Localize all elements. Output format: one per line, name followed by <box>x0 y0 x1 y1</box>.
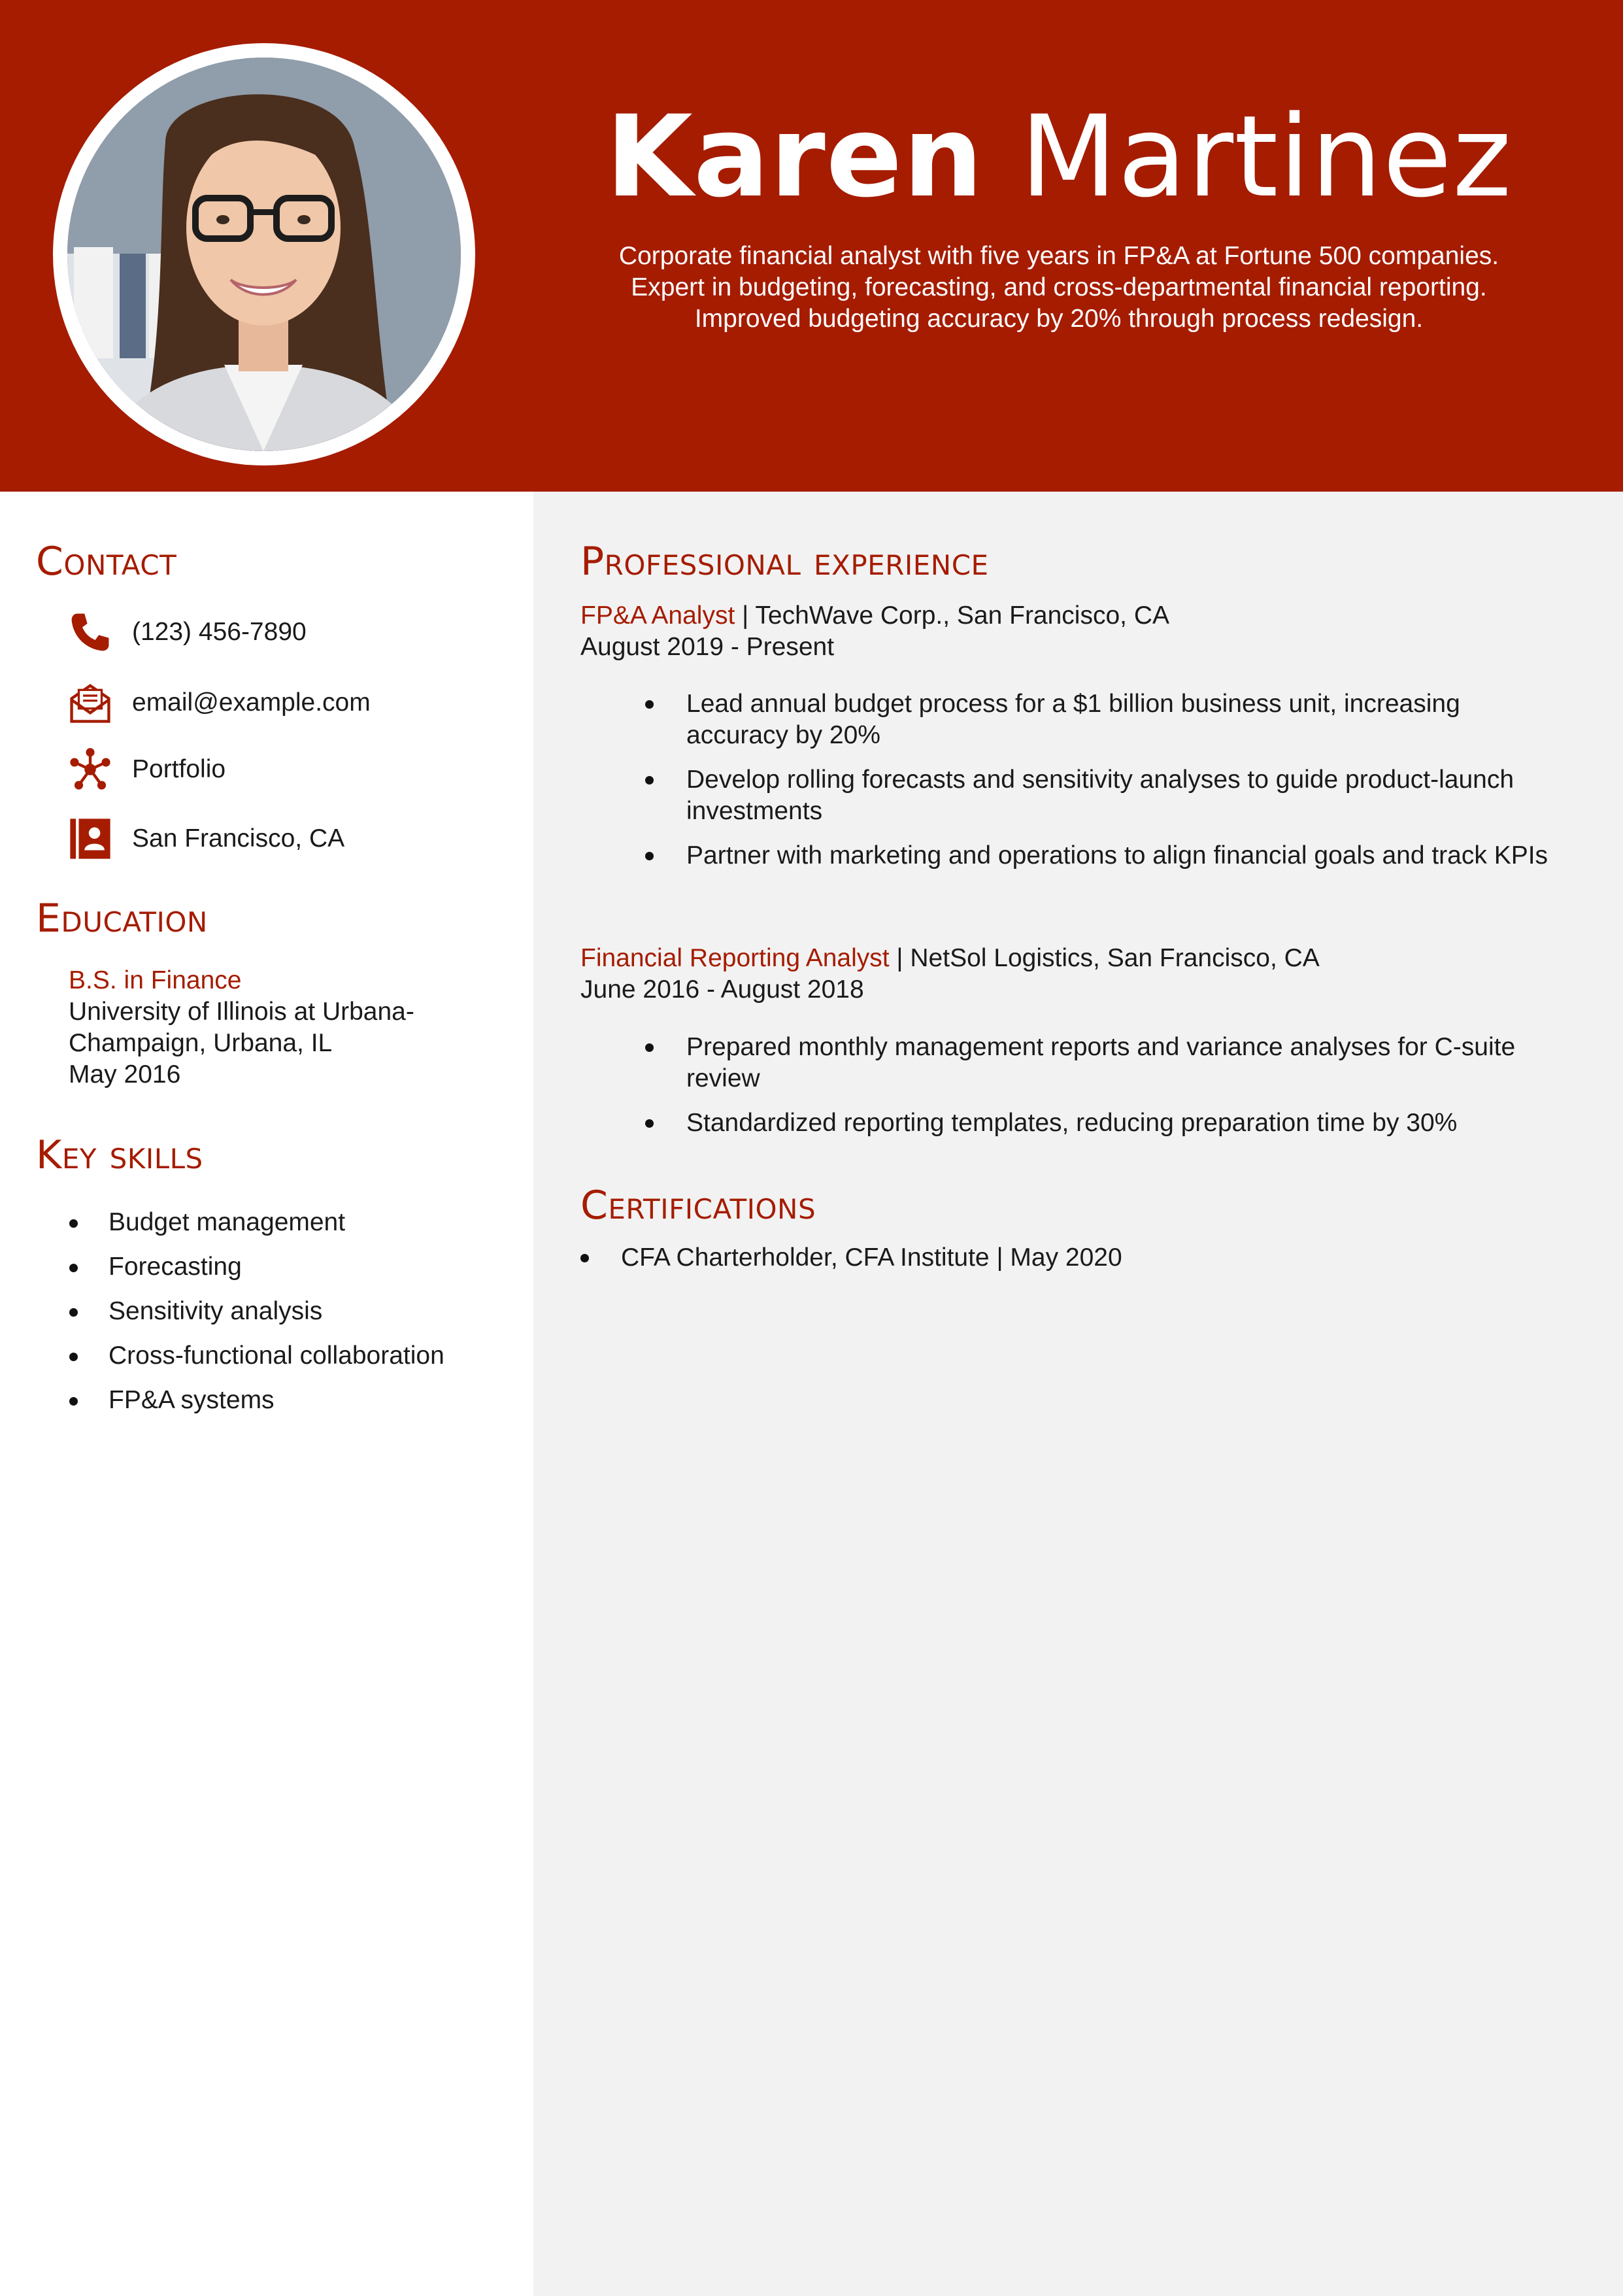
certifications-list <box>580 1242 1122 1274</box>
job-bullet: Partner with marketing and operations to align financial goals and track KPIs <box>641 840 1569 871</box>
contact-heading: Contact <box>36 539 177 584</box>
job-company: | NetSol Logistics, San Francisco, CA <box>889 944 1320 972</box>
job-role: FP&A Analyst <box>580 601 735 630</box>
header-banner <box>0 0 1623 492</box>
location-card-icon <box>65 814 115 864</box>
profile-photo <box>67 58 461 451</box>
contact-portfolio <box>65 743 226 796</box>
school-line: University of Illinois at Urbana- <box>69 998 414 1026</box>
education-entry <box>69 965 487 1090</box>
job-bullets <box>641 1032 1569 1152</box>
skills-heading: Key skills <box>36 1132 203 1178</box>
experience-heading: Professional experience <box>580 539 989 584</box>
first-name: Karen <box>605 91 984 222</box>
summary-line: Expert in budgeting, forecasting, and cross-departmental financial reporting. <box>631 273 1487 301</box>
skill-item: FP&A systems <box>65 1378 444 1423</box>
email-icon <box>65 678 115 728</box>
location-text: San Francisco, CA <box>132 824 345 853</box>
job-bullet: Develop rolling forecasts and sensitivity analyses to guide product-launch investments <box>641 764 1569 827</box>
job-bullet: Standardized reporting templates, reducing preparation time by 30% <box>641 1107 1569 1139</box>
profile-photo-frame <box>53 43 475 465</box>
education-heading: Education <box>36 896 208 941</box>
job-title-line <box>580 600 1169 632</box>
graduation-date: May 2016 <box>69 1060 181 1089</box>
portfolio-link[interactable]: Portfolio <box>132 755 226 783</box>
summary-line: Corporate financial analyst with five years in FP&A at Fortune 500 companies. <box>618 242 1499 270</box>
contact-phone <box>65 606 307 658</box>
contact-location <box>65 813 344 865</box>
job-bullet: Prepared monthly management reports and variance analyses for C-suite review <box>641 1032 1569 1094</box>
candidate-name <box>575 92 1543 222</box>
contact-email <box>65 677 371 729</box>
job-role: Financial Reporting Analyst <box>580 944 890 972</box>
job-dates: August 2019 - Present <box>580 633 835 661</box>
phone-number[interactable]: (123) 456-7890 <box>132 618 307 646</box>
job-company: | TechWave Corp., San Francisco, CA <box>735 601 1170 630</box>
skill-item: Cross-functional collaboration <box>65 1334 444 1378</box>
school-line: Champaign, Urbana, IL <box>69 1029 333 1057</box>
certification-item: CFA Charterholder, CFA Institute | May 2020 <box>580 1242 1122 1274</box>
job-title-line <box>580 943 1320 974</box>
email-address[interactable]: email@example.com <box>132 688 371 717</box>
phone-icon <box>65 607 115 657</box>
skill-item: Budget management <box>65 1200 444 1245</box>
profile-summary <box>575 241 1543 335</box>
network-icon <box>65 745 115 794</box>
skill-item: Forecasting <box>65 1245 444 1289</box>
job-bullets <box>641 688 1569 885</box>
degree: B.S. in Finance <box>69 966 242 994</box>
job-dates: June 2016 - August 2018 <box>580 975 864 1004</box>
job-bullet: Lead annual budget process for a $1 billion business unit, increasing accuracy by 20% <box>641 688 1569 751</box>
profile-photo-image <box>67 58 461 451</box>
skill-item: Sensitivity analysis <box>65 1289 444 1334</box>
skills-list <box>65 1200 444 1423</box>
certifications-heading: Certifications <box>580 1183 816 1228</box>
last-name: Martinez <box>1020 91 1513 222</box>
summary-line: Improved budgeting accuracy by 20% through process redesign. <box>694 305 1424 333</box>
